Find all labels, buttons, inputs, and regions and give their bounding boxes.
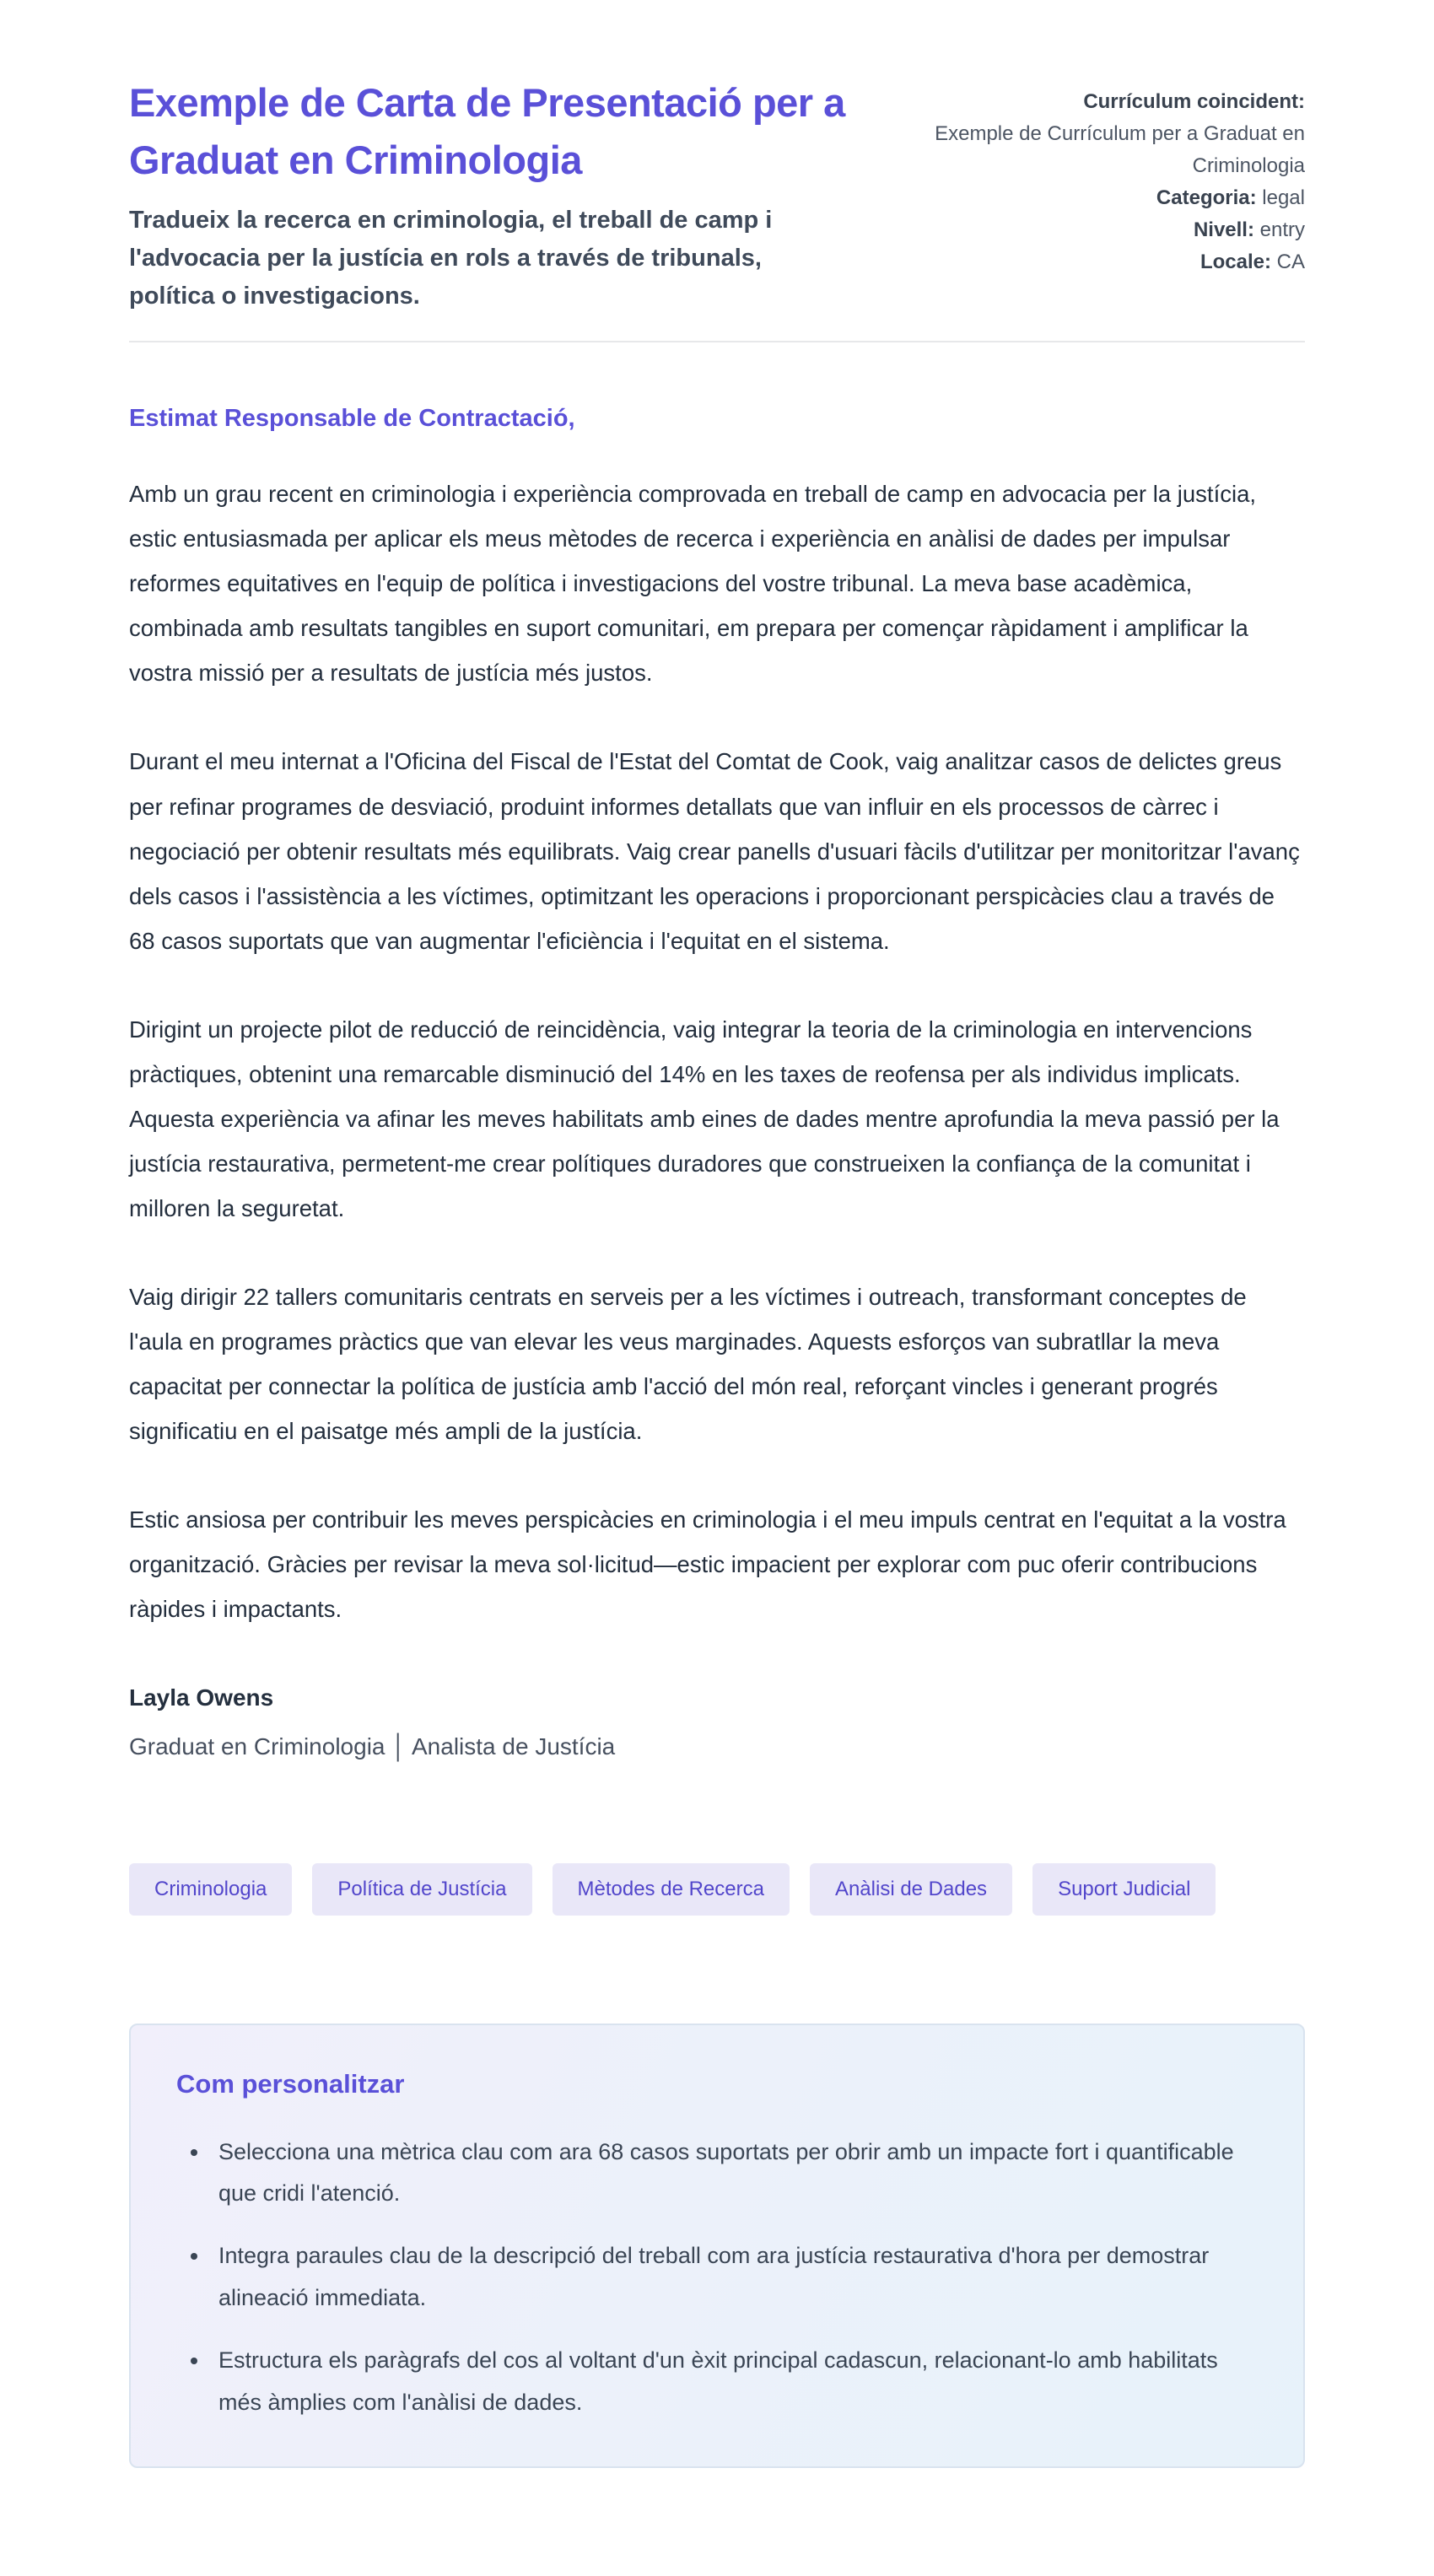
tag-chip-metodes-de-recerca: Mètodes de Recerca [553, 1863, 790, 1916]
tip-item: • Integra paraules clau de la descripció del treball com ara justícia restaurativa d'hora per demostrar alineació immediata. [210, 2235, 1239, 2320]
page-subtitle: Tradueix la recerca en criminologia, el treball de camp i l'advocacia per la justícia en rols a través de tribunals, política o investigacions. [129, 207, 773, 310]
letter-body [129, 472, 1305, 1631]
meta-category-value: legal [1262, 186, 1305, 209]
meta-locale [934, 246, 1305, 278]
meta-category-label: Categoria: [1156, 186, 1257, 209]
header-title-block [129, 74, 888, 315]
meta-resume-value: Exemple de Currículum per a Graduat en Criminologia [935, 121, 1305, 177]
signature-role: Graduat en Criminologia │ Analista de Justícia [129, 1733, 616, 1760]
letter-paragraph: Estic ansiosa per contribuir les meves perspicàcies en criminologia i el meu impuls centrat en l'equitat a la vostra organització. Gràcies per revisar la meva sol·licitud—estic impacient per explorar com puc oferir contribucions ràpides i impactants. [129, 1506, 1286, 1623]
tips-list [176, 2131, 1258, 2425]
tag-chip-criminologia: Criminologia [129, 1863, 292, 1916]
letter-paragraph: Durant el meu internat a l'Oficina del Fiscal de l'Estat del Comtat de Cook, vaig analitzar casos de delictes greus per refinar programes de desviació, produint informes detallats que van influir en els processos de càrrec i negociació per obtenir resultats més equilibrats. Vaig crear panells d'usuari fàcils d'utilitzar per monitoritzar l'avanç dels casos i l'assistència a les víctimes, optimitzant les operacions i proporcionant perspicàcies clau a través de 68 casos suportats que van augmentar l'eficiència i l'equitat en el sistema. [129, 748, 1300, 954]
meta-resume-label-text: Currículum coincident: [1083, 90, 1305, 113]
meta-resume-label [934, 86, 1305, 118]
page-title: Exemple de Carta de Presentació per a Graduat en Criminologia [129, 80, 845, 182]
meta-locale-label: Locale: [1199, 250, 1271, 273]
signature-name: Layla Owens [129, 1684, 274, 1711]
meta-level-label: Nivell: [1193, 218, 1254, 241]
meta-category [934, 182, 1305, 214]
letter-greeting: Estimat Responsable de Contractació, [129, 405, 575, 433]
tips-title: Com personalitzar [176, 2068, 405, 2099]
document-meta [934, 86, 1305, 278]
tag-chip-suport-judicial: Suport Judicial [1032, 1863, 1216, 1916]
tag-chip-politica-de-justicia: Política de Justícia [312, 1863, 531, 1916]
skill-tags-row [129, 1863, 1305, 1916]
header-divider [129, 341, 1305, 342]
meta-level-value: entry [1259, 218, 1305, 241]
letter-paragraph: Dirigint un projecte pilot de reducció de reincidència, vaig integrar la teoria de la criminologia en intervencions pràctiques, obtenint una remarcable disminució del 14% en les taxes de reofensa per als individus implicats. Aquesta experiència va afinar les meves habilitats amb eines de dades mentre aprofundia la meva passió per la justícia restaurativa, permetent-me crear polítiques duradores que construeixen la confiança de la comunitat i milloren la seguretat. [129, 1016, 1280, 1222]
signature-block [129, 1684, 1305, 1760]
tag-chip-analisi-de-dades: Anàlisi de Dades [810, 1863, 1012, 1916]
tip-item: • Selecciona una mètrica clau com ara 68 casos suportats per obrir amb un impacte fort i quantificable que cridi l'atenció. [210, 2131, 1239, 2216]
letter-paragraph: Vaig dirigir 22 tallers comunitaris centrats en serveis per a les víctimes i outreach, transformant conceptes de l'aula en programes pràctics que van elevar les veus marginades. Aquests esforços van subratllar la meva capacitat per connectar la política de justícia amb l'acció del món real, reforçant vincles i generant progrés significatiu en el paisatge més ampli de la justícia. [129, 1284, 1247, 1445]
tip-item: • Estructura els paràgrafs del cos al voltant d'un èxit principal cadascun, relacionant-lo amb habilitats més àmplies com l'anàlisi de dades. [210, 2340, 1239, 2424]
letter-paragraph: Amb un grau recent en criminologia i experiència comprovada en treball de camp en advocacia per la justícia, estic entusiasmada per aplicar els meus mètodes de recerca i experiència en anàlisi de dades per impulsar reformes equitatives en l'equip de política i investigacions del vostre tribunal. La meva base acadèmica, combinada amb resultats tangibles en suport comunitari, em prepara per començar ràpidament i amplificar la vostra missió per a resultats de justícia més justos. [129, 481, 1257, 687]
customization-tips-box [129, 2024, 1305, 2469]
meta-level [934, 214, 1305, 246]
page-header [129, 74, 1305, 315]
meta-locale-value: CA [1276, 250, 1305, 273]
